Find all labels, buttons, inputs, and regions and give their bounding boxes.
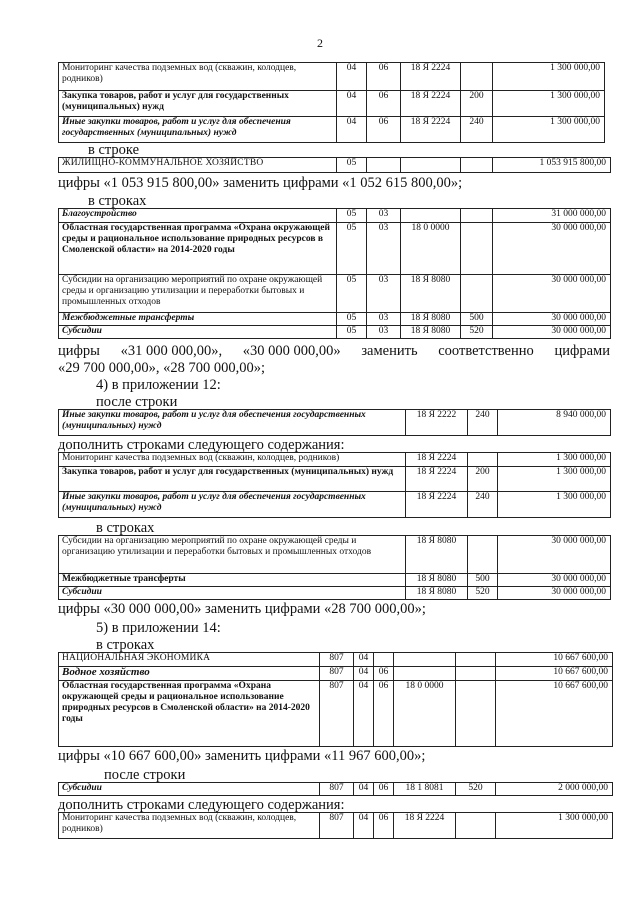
row-section: 04 — [354, 653, 374, 667]
table-row — [59, 275, 611, 313]
row-amount: 1 300 000,00 — [493, 91, 605, 117]
row-name: Закупка товаров, работ и услуг для государственных (муниципальных) нужд — [59, 91, 337, 117]
table-row — [59, 117, 605, 143]
row-expense-type: 200 — [468, 467, 498, 492]
row-subsection: 06 — [374, 813, 394, 839]
word: «31 000 000,00», — [120, 343, 223, 359]
paragraph-in-rows-2: в строках — [96, 520, 155, 536]
row-grbs: 807 — [320, 667, 354, 681]
row-name: Субсидии на организацию мероприятий по охране окружающей среды и организацию утилизации и переработки бытовых и промышленных отходов — [59, 536, 406, 574]
row-name: Областная государственная программа «Охрана окружающей среды и рациональное использование природных ресурсов в Смоленской области» на 2014-2020 годы — [59, 681, 320, 747]
row-name: Субсидии — [59, 326, 337, 339]
table-row — [59, 313, 611, 326]
row-grbs: 807 — [320, 653, 354, 667]
row-expense-type: 240 — [468, 492, 498, 518]
table-row — [59, 453, 611, 467]
table-row — [59, 209, 611, 223]
row-subsection: 03 — [367, 275, 401, 313]
row-grbs: 807 — [320, 681, 354, 747]
table-subsidies-12 — [58, 535, 611, 600]
row-expense-type — [461, 209, 493, 223]
row-name: Субсидии — [59, 783, 320, 796]
row-target-code: 18 Я 2224 — [394, 813, 456, 839]
table-row — [59, 467, 611, 492]
row-name: Мониторинг качества подземных вод (скважин, колодцев, родников) — [59, 813, 320, 839]
paragraph-replace-3: цифры «30 000 000,00» заменить цифрами «28 700 000,00»; — [58, 601, 426, 617]
row-name: Мониторинг качества подземных вод (скважин, колодцев, родников) — [59, 63, 337, 91]
row-subsection: 06 — [374, 667, 394, 681]
row-target-code: 18 Я 8080 — [406, 574, 468, 587]
row-expense-type — [468, 453, 498, 467]
row-name: Благоустройство — [59, 209, 337, 223]
row-target-code: 18 Я 2224 — [406, 467, 468, 492]
row-target-code: 18 Я 8080 — [401, 326, 461, 339]
row-target-code — [394, 667, 456, 681]
table-row — [59, 326, 611, 339]
table-national-economy — [58, 652, 613, 747]
row-expense-type: 500 — [461, 313, 493, 326]
row-name: Закупка товаров, работ и услуг для государственных (муниципальных) нужд — [59, 467, 406, 492]
row-amount: 10 667 600,00 — [496, 681, 613, 747]
row-subsection: 03 — [367, 223, 401, 275]
row-amount: 10 667 600,00 — [496, 667, 613, 681]
word: «30 000 000,00» — [242, 343, 341, 359]
table-row — [59, 223, 611, 275]
row-grbs: 807 — [320, 783, 354, 796]
row-expense-type: 520 — [468, 587, 498, 600]
row-amount: 1 053 915 800,00 — [493, 158, 611, 173]
row-target-code: 18 Я 8080 — [401, 313, 461, 326]
row-target-code: 18 Я 2224 — [401, 117, 461, 143]
row-name: Водное хозяйство — [59, 667, 320, 681]
row-section: 05 — [337, 209, 367, 223]
row-subsection: 06 — [367, 91, 401, 117]
row-name: Иные закупки товаров, работ и услуг для обеспечения государственных (муниципальных) нужд — [59, 410, 406, 436]
row-section: 04 — [354, 667, 374, 681]
row-subsection: 06 — [367, 117, 401, 143]
table-row — [59, 653, 613, 667]
row-expense-type — [456, 653, 496, 667]
paragraph-replace-2-line2: «29 700 000,00», «28 700 000,00»; — [58, 360, 266, 376]
row-section: 05 — [337, 313, 367, 326]
paragraph-in-rows-3: в строках — [96, 637, 155, 653]
row-amount: 8 940 000,00 — [498, 410, 611, 436]
row-target-code — [394, 653, 456, 667]
paragraph-after-row-1: после строки — [96, 394, 178, 410]
row-name: Иные закупки товаров, работ и услуг для обеспечения государственных (муниципальных) нужд — [59, 492, 406, 518]
row-target-code — [401, 209, 461, 223]
table-row — [59, 813, 613, 839]
row-amount: 1 300 000,00 — [493, 63, 605, 91]
row-name: НАЦИОНАЛЬНАЯ ЭКОНОМИКА — [59, 653, 320, 667]
row-amount: 30 000 000,00 — [498, 574, 611, 587]
table-row — [59, 681, 613, 747]
row-expense-type — [461, 223, 493, 275]
word: соответственно — [438, 343, 534, 359]
table-row — [59, 783, 613, 796]
table-row — [59, 667, 613, 681]
row-expense-type — [468, 536, 498, 574]
row-amount: 2 000 000,00 — [496, 783, 613, 796]
table-row — [59, 158, 611, 173]
row-expense-type — [456, 667, 496, 681]
row-amount: 30 000 000,00 — [498, 536, 611, 574]
row-amount: 1 300 000,00 — [496, 813, 613, 839]
table-row — [59, 587, 611, 600]
row-section: 05 — [337, 158, 367, 173]
row-expense-type: 200 — [461, 91, 493, 117]
row-section: 04 — [337, 91, 367, 117]
paragraph-appendix-12: 4) в приложении 12: — [96, 377, 221, 393]
row-section: 04 — [354, 813, 374, 839]
row-expense-type — [456, 813, 496, 839]
row-section: 04 — [337, 63, 367, 91]
row-target-code: 18 1 8081 — [394, 783, 456, 796]
row-section: 04 — [354, 681, 374, 747]
row-subsection: 06 — [367, 63, 401, 91]
row-name: ЖИЛИЩНО-КОММУНАЛЬНОЕ ХОЗЯЙСТВО — [59, 158, 337, 173]
row-name: Иные закупки товаров, работ и услуг для обеспечения государственных (муниципальных) нужд — [59, 117, 337, 143]
row-section: 04 — [354, 783, 374, 796]
table-monitoring-04-06 — [58, 62, 605, 143]
row-target-code: 18 Я 2222 — [406, 410, 468, 436]
table-row — [59, 492, 611, 518]
row-section: 05 — [337, 275, 367, 313]
row-amount: 30 000 000,00 — [498, 587, 611, 600]
row-amount: 30 000 000,00 — [493, 223, 611, 275]
row-amount: 30 000 000,00 — [493, 313, 611, 326]
row-grbs: 807 — [320, 813, 354, 839]
row-name: Субсидии — [59, 587, 406, 600]
paragraph-in-row: в строке — [88, 142, 140, 158]
paragraph-add-rows-1: дополнить строками следующего содержания: — [58, 437, 345, 453]
row-target-code: 18 Я 2224 — [406, 453, 468, 467]
row-name: Межбюджетные трансферты — [59, 574, 406, 587]
row-expense-type — [461, 63, 493, 91]
table-after-row-12 — [58, 409, 611, 436]
row-target-code: 18 Я 2224 — [401, 63, 461, 91]
row-name: Мониторинг качества подземных вод (скважин, колодцев, родников) — [59, 453, 406, 467]
paragraph-replace-1: цифры «1 053 915 800,00» заменить цифрами «1 052 615 800,00»; — [58, 175, 463, 191]
row-target-code: 18 Я 2224 — [401, 91, 461, 117]
table-new-rows-14 — [58, 812, 613, 839]
row-expense-type — [461, 275, 493, 313]
row-expense-type: 240 — [461, 117, 493, 143]
table-after-row-14 — [58, 782, 613, 796]
row-expense-type: 520 — [456, 783, 496, 796]
table-new-rows-12 — [58, 452, 611, 518]
row-subsection: 03 — [367, 313, 401, 326]
paragraph-appendix-14: 5) в приложении 14: — [96, 620, 221, 636]
paragraph-replace-4: цифры «10 667 600,00» заменить цифрами «11 967 600,00»; — [58, 748, 426, 764]
paragraph-replace-2 — [58, 343, 610, 360]
row-amount: 31 000 000,00 — [493, 209, 611, 223]
row-target-code: 18 Я 8080 — [401, 275, 461, 313]
table-housing — [58, 157, 611, 173]
row-name: Областная государственная программа «Охрана окружающей среды и рациональное использование природных ресурсов в Смоленской области» на 2014-2020 годы — [59, 223, 337, 275]
row-section: 04 — [337, 117, 367, 143]
word: цифры — [58, 343, 100, 359]
row-section: 05 — [337, 223, 367, 275]
row-name: Межбюджетные трансферты — [59, 313, 337, 326]
row-subsection: 06 — [374, 783, 394, 796]
table-row — [59, 574, 611, 587]
row-expense-type: 520 — [461, 326, 493, 339]
row-amount: 10 667 600,00 — [496, 653, 613, 667]
word: заменить — [361, 343, 418, 359]
row-amount: 30 000 000,00 — [493, 326, 611, 339]
row-expense-type — [456, 681, 496, 747]
row-section: 05 — [337, 326, 367, 339]
row-target-code: 18 0 0000 — [394, 681, 456, 747]
row-amount: 1 300 000,00 — [498, 492, 611, 518]
table-improvement — [58, 208, 611, 339]
paragraph-in-rows-1: в строках — [88, 193, 147, 209]
row-expense-type: 240 — [468, 410, 498, 436]
row-amount: 1 300 000,00 — [498, 453, 611, 467]
page-number: 2 — [317, 36, 323, 50]
row-target-code: 18 Я 8080 — [406, 587, 468, 600]
row-target-code: 18 Я 2224 — [406, 492, 468, 518]
row-subsection: 03 — [367, 326, 401, 339]
row-expense-type: 500 — [468, 574, 498, 587]
row-amount: 1 300 000,00 — [493, 117, 605, 143]
row-target-code: 18 Я 8080 — [406, 536, 468, 574]
table-row — [59, 536, 611, 574]
table-row — [59, 63, 605, 91]
table-row — [59, 91, 605, 117]
paragraph-after-row-2: после строки — [104, 767, 186, 783]
row-subsection: 03 — [367, 209, 401, 223]
row-amount: 30 000 000,00 — [493, 275, 611, 313]
row-subsection: 06 — [374, 681, 394, 747]
word: цифрами — [554, 343, 610, 359]
row-amount: 1 300 000,00 — [498, 467, 611, 492]
row-target-code: 18 0 0000 — [401, 223, 461, 275]
paragraph-add-rows-2: дополнить строками следующего содержания: — [58, 797, 345, 813]
table-row — [59, 410, 611, 436]
row-subsection — [374, 653, 394, 667]
row-name: Субсидии на организацию мероприятий по охране окружающей среды и организацию утилизации и переработки бытовых и промышленных отходов — [59, 275, 337, 313]
